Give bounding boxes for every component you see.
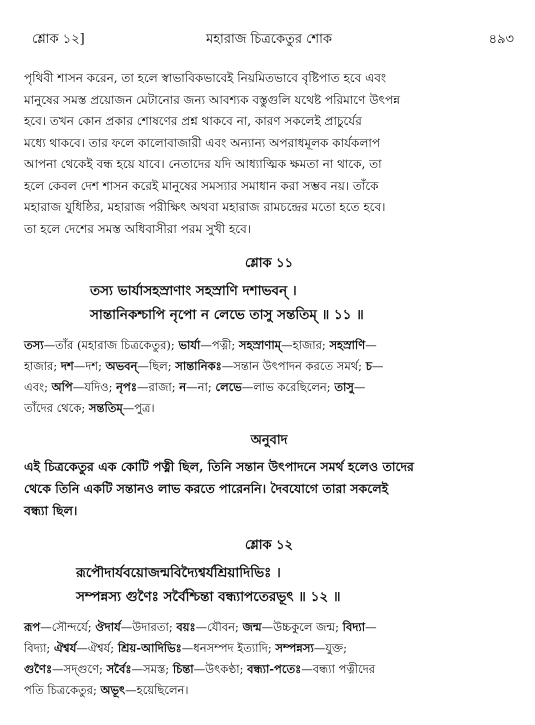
gloss-meaning: —হাজার; <box>281 338 330 352</box>
verse-12-heading: শ্লোক ১২ <box>244 538 294 553</box>
gloss-term: বয়ঃ <box>176 620 196 634</box>
purport-line: পৃথিবী শাসন করেন, তা হলে স্বাভাবিকভাবেই নিয়মিতভাবে বৃষ্টিপাত হবে এবং <box>24 71 387 85</box>
gloss-term: চিন্তা <box>172 662 194 676</box>
gloss-line <box>24 659 514 680</box>
gloss-term: নৃপঃ <box>116 380 137 394</box>
gloss-meaning: —ঐশ্বর্য; <box>76 641 118 655</box>
running-header <box>24 30 514 52</box>
gloss-term: ঔদার্য <box>95 620 121 634</box>
gloss-meaning: — <box>353 380 366 394</box>
gloss-meaning: —হয়েছিলেন। <box>125 683 189 697</box>
gloss-meaning: এবং; <box>24 380 52 394</box>
gloss-term: দশ <box>60 359 74 373</box>
verse-11-word-meanings <box>24 335 514 419</box>
gloss-meaning: —লাভ করেছিলেন; <box>241 380 335 394</box>
gloss-term: ঐশ্বর্য <box>53 641 77 655</box>
gloss-meaning: —উৎকণ্ঠা; <box>193 662 248 676</box>
gloss-term: সহস্রাণাম্ <box>238 338 282 352</box>
gloss-term: বিদ্যা <box>342 620 366 634</box>
gloss-meaning: —ধনসম্পদ ইত্যাদি; <box>181 641 276 655</box>
gloss-term: সন্ততিম্ <box>88 401 123 415</box>
purport-line: মহারাজ যুধিষ্ঠির, মহারাজ পরীক্ষিৎ অথবা মহারাজ রামচন্দ্রের মতো হতে হবে। <box>24 200 386 214</box>
gloss-term: বন্ধ্যা-পতেঃ <box>247 662 302 676</box>
gloss-term: রূপ <box>24 620 41 634</box>
page-number: ৪৯৩ <box>488 32 514 47</box>
book-page <box>24 30 514 701</box>
verse-line: সান্তানিকশ্চাপি নৃপো ন লেভে তাসু সন্ততিম্ ॥ ১১ ॥ <box>90 307 364 323</box>
gloss-term: অভূৎ <box>100 683 126 697</box>
gloss-meaning: —যুক্ত; <box>313 641 347 655</box>
gloss-term: ন <box>179 380 187 394</box>
purport-line: হবে। তখন কোন প্রকার শোষণের প্রশ্ন থাকবে না, কারণ সকলেই প্রাচুর্যের <box>24 114 362 128</box>
header-verse-ref: শ্লোক ১২] <box>32 32 85 47</box>
purport-paragraph <box>24 68 514 240</box>
gloss-line <box>24 398 514 419</box>
gloss-meaning: —উচ্চকুলে জন্ম; <box>261 620 343 634</box>
gloss-line <box>24 335 514 356</box>
gloss-term: তস্য <box>24 338 44 352</box>
gloss-meaning: —সন্তান উৎপাদন করতে সমর্থ; <box>221 359 366 373</box>
gloss-meaning: —সদ্‌গুণে; <box>52 662 107 676</box>
translation-line: এই চিত্রকেতুর এক কোটি পত্নী ছিল, তিনি সন্তান উৎপাদনে সমর্থ হলেও তাদের <box>24 459 414 474</box>
gloss-meaning: —সমস্ত; <box>131 662 173 676</box>
gloss-term: জন্ম <box>242 620 262 634</box>
gloss-term: শ্রিয়-আদিভিঃ <box>117 641 182 655</box>
header-chapter-title: মহারাজ চিত্রকেতুর শোক <box>206 32 332 47</box>
purport-line: আপনা থেকেই বন্ধ হয়ে যাবে। নেতাদের যদি আধ্যাত্মিক ক্ষমতা না থাকে, তা <box>24 157 382 171</box>
gloss-term: অভবন্ <box>105 359 138 373</box>
purport-line: তা হলে দেশের সমস্ত অধিবাসীরা পরম সুখী হবে। <box>24 221 252 236</box>
gloss-meaning: —যৌবন; <box>195 620 243 634</box>
gloss-meaning: পতি চিত্রকেতুর; <box>24 683 101 697</box>
gloss-term: ভার্যা <box>178 338 201 352</box>
gloss-meaning: —সৌন্দর্যে; <box>40 620 96 634</box>
gloss-term: অপি <box>51 380 73 394</box>
gloss-term: তাসু <box>334 380 354 394</box>
verse-line: তস্য ভার্যাসহস্রাণাং সহস্রাণি দশাভবন্ । <box>90 283 297 299</box>
gloss-line <box>24 377 514 398</box>
gloss-meaning: —পত্নী; <box>200 338 239 352</box>
verse-11-heading: শ্লোক ১১ <box>244 256 294 271</box>
gloss-meaning: — <box>365 338 377 352</box>
gloss-meaning: —যদিও; <box>72 380 117 394</box>
gloss-term: গুণৈঃ <box>24 662 53 676</box>
purport-line: মানুষের সমস্ত প্রয়োজন মেটানোর জন্য আবশ্যক বস্তুগুলি যথেষ্ট পরিমাণে উৎপন্ন <box>24 92 400 107</box>
gloss-meaning: —পুত্র। <box>122 401 155 415</box>
purport-line: মধ্যে থাকবে। তার ফলে কালোবাজারী এবং অন্যান্য অপরাধমূলক কার্যকলাপ <box>24 135 381 150</box>
translation-line: থেকে তিনি একটি সন্তানও লাভ করতে পারেননি। দৈবযোগে তারা সকলেই <box>24 481 389 496</box>
gloss-term: চ <box>365 359 372 373</box>
translation-heading: অনুবাদ <box>250 433 288 448</box>
verse-11-text <box>24 279 514 327</box>
gloss-term: সহস্রাণি <box>329 338 366 352</box>
gloss-meaning: হাজার; <box>24 359 61 373</box>
gloss-meaning: — <box>371 359 384 373</box>
gloss-term: লেভে <box>215 380 242 394</box>
gloss-meaning: —উদারতা; <box>120 620 177 634</box>
gloss-line <box>24 638 514 659</box>
gloss-meaning: তাঁদের থেকে; <box>24 401 89 415</box>
verse-11-translation <box>24 456 514 522</box>
purport-line: হলে কেবল দেশ শাসন করেই মানুষের সমস্যার সমাধান করা সম্ভব নয়। তাঁকে <box>24 178 379 193</box>
gloss-meaning: —রাজা; <box>136 380 180 394</box>
gloss-term: সান্তানিকঃ <box>175 359 222 373</box>
verse-line: রূপৌদার্যবয়োজন্মবিদ্যৈশ্বর্যশ্রিয়াদিভিঃ । <box>76 565 281 581</box>
gloss-meaning: —ছিল; <box>137 359 176 373</box>
gloss-meaning: —দশ; <box>73 359 106 373</box>
gloss-line <box>24 356 514 377</box>
verse-12-word-meanings <box>24 617 514 701</box>
gloss-line <box>24 617 514 638</box>
gloss-meaning: বিদ্যা; <box>24 641 54 655</box>
gloss-term: সর্বৈঃ <box>106 662 132 676</box>
gloss-line <box>24 680 514 701</box>
gloss-meaning: —তাঁর (মহারাজ চিত্রকেতুর); <box>43 338 179 352</box>
verse-12-text <box>24 561 514 609</box>
gloss-meaning: —না; <box>186 380 216 394</box>
gloss-meaning: — <box>365 620 377 634</box>
gloss-meaning: —বন্ধ্যা পত্নীদের <box>301 662 376 676</box>
verse-line: সম্পন্নস্য গুণৈঃ সর্বৈশ্চিন্তা বন্ধ্যাপতেরভূৎ ॥ ১২ ॥ <box>76 589 341 605</box>
gloss-term: সম্পন্নস্য <box>275 641 314 655</box>
translation-line: বন্ধ্যা ছিল। <box>24 503 78 518</box>
